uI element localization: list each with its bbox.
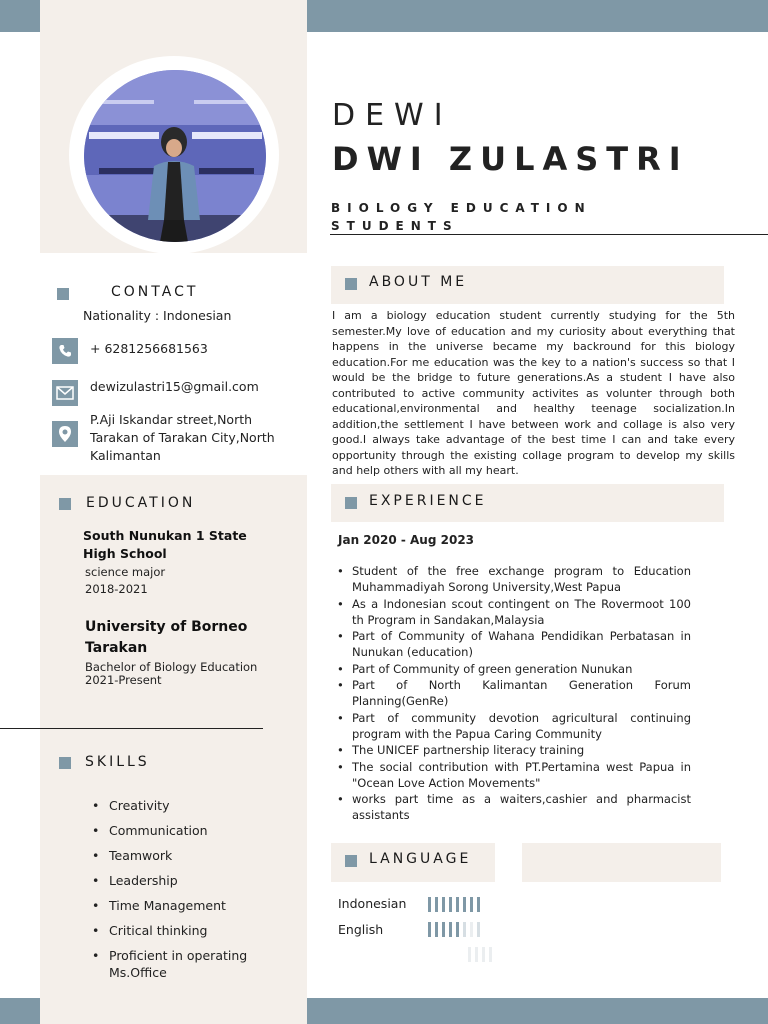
email-icon — [52, 380, 78, 406]
school-major: science major — [85, 565, 166, 579]
language-level-bar — [428, 922, 480, 937]
list-item: • Communication — [109, 822, 279, 839]
experience-list — [352, 563, 691, 824]
language-level-bar — [428, 897, 480, 912]
list-item: • The social contribution with PT.Pertamina west Papua in "Ocean Love Action Movements" — [352, 759, 691, 792]
level-tick — [442, 897, 445, 912]
level-tick — [463, 897, 466, 912]
phone-icon — [52, 338, 78, 364]
level-tick — [463, 922, 466, 937]
email-address[interactable]: dewizulastri15@gmail.com — [90, 379, 259, 394]
list-item: • Critical thinking — [109, 922, 279, 939]
last-name: DWI ZULASTRI — [332, 140, 689, 178]
university-degree: Bachelor of Biology Education — [85, 660, 258, 674]
first-name: DEWI — [332, 98, 453, 133]
about-title: ABOUT ME — [369, 274, 468, 290]
location-pin-icon — [52, 421, 78, 447]
job-title: BIOLOGY EDUCATION STUDENTS — [331, 201, 592, 233]
level-tick — [489, 947, 492, 962]
school-years: 2018-2021 — [85, 582, 148, 596]
address: P.Aji Iskandar street,North Tarakan of Tarakan City,North Kalimantan — [90, 412, 275, 463]
list-item: • Part of Community of Wahana Pendidikan Perbatasan in Nunukan (education) — [352, 628, 691, 661]
phone-number[interactable]: + 6281256681563 — [90, 341, 208, 356]
language-title: LANGUAGE — [369, 851, 472, 867]
language-square-icon — [345, 855, 357, 867]
list-item: • Part of community devotion agricultural continuing program with the Papua Caring Community — [352, 710, 691, 743]
education-square-icon — [59, 498, 71, 510]
list-item: • The UNICEF partnership literacy training — [352, 742, 691, 758]
list-item: • works part time as a waiters,cashier and pharmacist assistants — [352, 791, 691, 824]
experience-title: EXPERIENCE — [369, 493, 487, 509]
university-years: 2021-Present — [85, 673, 162, 687]
skills-square-icon — [59, 757, 71, 769]
language-header-extension — [522, 843, 721, 882]
level-tick — [470, 897, 473, 912]
level-tick — [428, 922, 431, 937]
list-item: • Time Management — [109, 897, 279, 914]
language-name: English — [338, 922, 384, 937]
level-tick — [435, 922, 438, 937]
about-square-icon — [345, 278, 357, 290]
level-tick — [477, 922, 480, 937]
list-item: • Proficient in operating Ms.Office — [109, 947, 279, 982]
language-level-bar-extra — [468, 947, 492, 962]
list-item: • As a Indonesian scout contingent on The Rovermoot 100 th Program in Sandakan,Malaysia — [352, 596, 691, 629]
level-tick — [477, 897, 480, 912]
language-name: Indonesian — [338, 896, 407, 911]
education-title: EDUCATION — [86, 495, 196, 511]
experience-square-icon — [345, 497, 357, 509]
skills-list — [109, 797, 279, 989]
university-name: University of Borneo Tarakan — [85, 619, 248, 656]
level-tick — [470, 922, 473, 937]
list-item: • Part of Community of green generation Nunukan — [352, 661, 691, 677]
level-tick — [482, 947, 485, 962]
profile-photo — [84, 70, 266, 242]
skills-title: SKILLS — [85, 754, 150, 770]
title-divider — [330, 234, 768, 235]
sidebar-divider — [0, 728, 263, 729]
level-tick — [456, 922, 459, 937]
contact-square-icon — [57, 288, 69, 300]
nationality: Nationality : Indonesian — [83, 308, 232, 323]
experience-date: Jan 2020 - Aug 2023 — [338, 533, 475, 547]
level-tick — [449, 897, 452, 912]
level-tick — [428, 897, 431, 912]
school-name: South Nunukan 1 State High School — [83, 528, 247, 561]
level-tick — [435, 897, 438, 912]
level-tick — [456, 897, 459, 912]
list-item: • Creativity — [109, 797, 279, 814]
list-item: • Leadership — [109, 872, 279, 889]
level-tick — [442, 922, 445, 937]
level-tick — [468, 947, 471, 962]
about-text: I am a biology education student currently studying for the 5th semester.My love of education and my curiosity about everything that happens in the universe became my backround for this biology education.For me education was the key to a nation's success so that I would be the bridge to future generations.As a student I have also contributed to active community activites as volunter through both educational,environmental and healthy teenage socialization.In addition,the settlement I have between work and collage is also very good.I always take advantage of the best time I can and take every opportunity through the existing collage program to develop my skills and help others with all my heart. — [332, 309, 735, 477]
list-item: • Student of the free exchange program to Education Muhammadiyah Sorong University,West Papua — [352, 563, 691, 596]
level-tick — [449, 922, 452, 937]
level-tick — [475, 947, 478, 962]
contact-title: CONTACT — [111, 284, 199, 300]
list-item: • Teamwork — [109, 847, 279, 864]
list-item: • Part of North Kalimantan Generation Forum Planning(GenRe) — [352, 677, 691, 710]
